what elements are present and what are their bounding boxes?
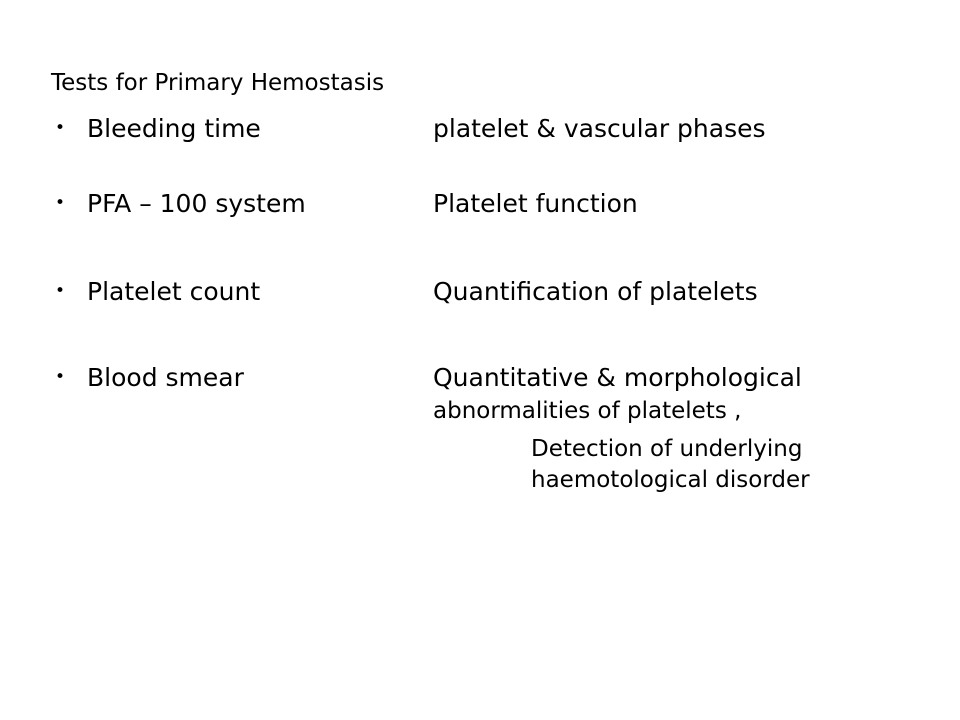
bullet-icon: • [55,367,66,387]
test-name: PFA – 100 system [87,189,306,218]
test-purpose: Quantitative & morphological [433,363,802,392]
test-name: Blood smear [87,363,244,392]
test-name: Bleeding time [87,114,261,143]
bullet-icon: • [55,118,66,138]
blood-smear-detail-line: haemotological disorder [531,467,810,493]
blood-smear-detail-line: abnormalities of platelets , [433,398,742,424]
blood-smear-detail-line: Detection of underlying [531,436,803,462]
slide-heading: Tests for Primary Hemostasis [51,70,385,96]
bullet-icon: • [55,193,66,213]
test-purpose: Quantification of platelets [433,277,758,306]
test-purpose: platelet & vascular phases [433,114,766,143]
test-name: Platelet count [87,277,261,306]
test-purpose: Platelet function [433,189,638,218]
bullet-icon: • [55,281,66,301]
